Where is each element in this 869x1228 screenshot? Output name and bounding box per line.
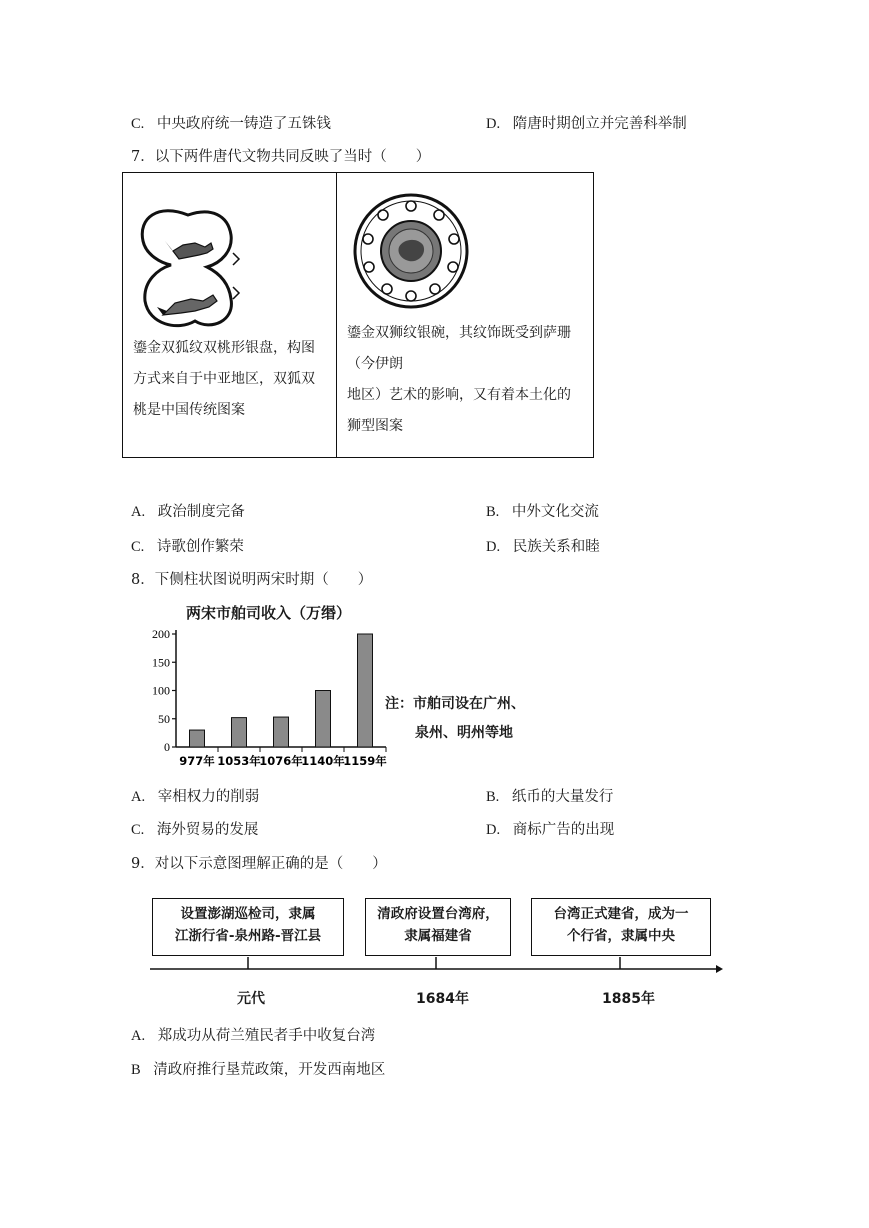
q8-stem: 8．下侧柱状图说明两宋时期（ ） xyxy=(131,572,373,588)
chart-bar xyxy=(358,634,373,747)
q7-option-d: D. 民族关系和睦 xyxy=(486,539,600,555)
chart-x-tick-label: 1053年 xyxy=(217,754,261,768)
table-divider xyxy=(336,173,337,457)
q9-option-a: A. 郑成功从荷兰殖民者手中收复台湾 xyxy=(131,1028,376,1044)
q9-option-b: B 清政府推行垦荒政策，开发西南地区 xyxy=(131,1062,386,1078)
q7-option-c: C. 诗歌创作繁荣 xyxy=(131,539,244,555)
timeline-label-yuan: 元代 xyxy=(237,991,265,1007)
chart-bar xyxy=(232,718,247,747)
chart-y-tick-label: 150 xyxy=(152,655,170,670)
fox-plate-image xyxy=(133,203,243,333)
timeline-axis xyxy=(150,955,725,985)
timeline-label-1684: 1684年 xyxy=(416,991,469,1007)
chart-bar xyxy=(190,730,205,747)
timeline-box-yuan: 设置澎湖巡检司，隶属 江浙行省-泉州路-晋江县 xyxy=(152,898,344,956)
q6-option-d: D. 隋唐时期创立并完善科举制 xyxy=(486,116,687,132)
lion-bowl-image xyxy=(351,191,471,311)
lion-bowl-caption: 鎏金双狮纹银碗，其纹饰既受到萨珊 （今伊朗 地区）艺术的影响，又有着本土化的 狮型图案 xyxy=(347,325,571,434)
artifact-table xyxy=(122,172,594,458)
chart-y-tick-label: 100 xyxy=(152,683,170,698)
q7-stem: 7．以下两件唐代文物共同反映了当时（ ） xyxy=(131,149,431,165)
q7-option-b: B. 中外文化交流 xyxy=(486,504,599,520)
chart-x-tick-label: 1140年 xyxy=(301,754,345,768)
chart-title: 两宋市舶司收入（万缗） xyxy=(186,604,352,622)
q6-option-c: C. 中央政府统一铸造了五铢钱 xyxy=(131,116,331,132)
chart-y-tick-label: 200 xyxy=(152,627,170,641)
q8-option-a: A. 宰相权力的削弱 xyxy=(131,789,260,805)
chart-x-tick-label: 1076年 xyxy=(259,754,303,768)
chart-x-tick-label: 977年 xyxy=(179,754,215,768)
timeline-box-1684: 清政府设置台湾府， 隶属福建省 xyxy=(365,898,511,956)
revenue-bar-chart xyxy=(140,622,390,772)
q7-option-a: A. 政治制度完备 xyxy=(131,504,245,520)
chart-y-tick-label: 50 xyxy=(158,711,170,726)
q8-option-d: D. 商标广告的出现 xyxy=(486,822,615,838)
timeline-label-1885: 1885年 xyxy=(602,991,655,1007)
chart-y-tick-label: 0 xyxy=(164,740,170,754)
q8-option-c: C. 海外贸易的发展 xyxy=(131,822,259,838)
chart-bar xyxy=(274,717,289,747)
chart-annotation: 注：市舶司设在广州、 泉州、明州等地 xyxy=(385,696,525,741)
chart-x-tick-label: 1159年 xyxy=(343,754,387,768)
timeline-box-1885: 台湾正式建省，成为一 个行省，隶属中央 xyxy=(531,898,711,956)
q9-stem: 9．对以下示意图理解正确的是（ ） xyxy=(131,856,387,872)
chart-bar xyxy=(316,691,331,748)
q8-option-b: B. 纸币的大量发行 xyxy=(486,789,614,805)
fox-plate-caption: 鎏金双狐纹双桃形银盘，构图 方式来自于中亚地区，双狐双 桃是中国传统图案 xyxy=(133,340,315,418)
